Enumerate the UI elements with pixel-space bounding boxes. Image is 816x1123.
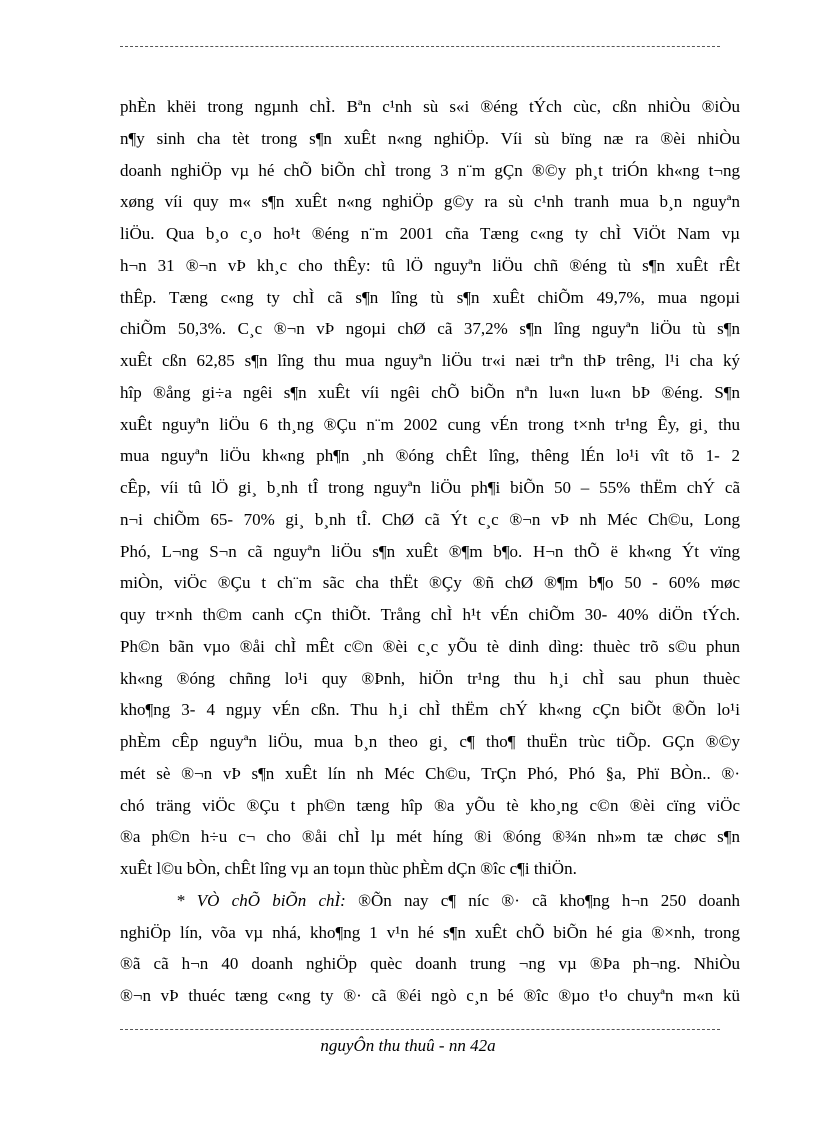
- text-line: hîp ®ång gi÷a ngêi s¶n xuÊt víi ngêi chÕ biÕn nªn lu«n lu«n bÞ ®éng. S¶n: [120, 382, 740, 402]
- text-line: quy tr×nh th©m canh cÇn thiÕt. Trång chÌ h¹t vÉn chiÕm 30- 40% diÖn tÝch.: [120, 605, 740, 624]
- text-line: n¬i chiÕm 65- 70% gi¸ b¸nh tÎ. ChØ cã Ýt c¸c ®¬n vÞ nh Méc Ch©u, Long: [120, 509, 740, 529]
- text-line: mét sè ®¬n vÞ s¶n xuÊt lín nh Méc Ch©u, TrÇn Phó, Phó §a, Phï BÒn.. ®·: [120, 763, 740, 783]
- text-line: cÊp, víi tû lÖ gi¸ b¸nh tÎ trong nguyªn liÖu ph¶i biÕn 50 – 55% thËm chÝ cã: [120, 478, 740, 497]
- text-line: ®ã cã h¬n 40 doanh nghiÖp quèc doanh trung ¬ng vµ ®Þa ph¬ng. NhiÒu: [120, 954, 740, 974]
- text-line: liÖu. Qua b¸o c¸o ho¹t ®éng n¨m 2001 cña Tæng c«ng ty chÌ ViÖt Nam vµ: [120, 224, 740, 243]
- section-first-line: [120, 885, 740, 917]
- text-line: h¬n 31 ®¬n vÞ kh¸c cho thÊy: tû lÖ nguyªn liÖu chñ ®éng tù s¶n xuÊt rÊt: [120, 255, 740, 275]
- footer-divider: [120, 1029, 720, 1030]
- section-heading: * VÒ chÕ biÕn chÌ:: [176, 890, 346, 910]
- text-line: ®a ph©n h÷u c¬ cho ®åi chÌ lµ mét híng ®i ®óng ®¾n nh»m tæ chøc s¶n: [120, 827, 740, 847]
- section-first-line-text: ®Õn nay c¶ níc ®· cã kho¶ng h¬n 250 doanh: [345, 890, 740, 910]
- text-line: kh«ng ®óng chñng lo¹i quy ®Þnh, hiÖn tr¹ng thu h¸i chÌ sau phun thuèc: [120, 668, 740, 688]
- text-line: chiÕm 50,3%. C¸c ®¬n vÞ ngoµi chØ cã 37,2% s¶n lîng nguyªn liÖu tù s¶n: [120, 319, 740, 339]
- body-text: [120, 91, 740, 1012]
- text-line: ®¬n vÞ thuéc tæng c«ng ty ®· cã ®éi ngò c¸n bé ®îc ®µo t¹o chuyªn m«n kü: [120, 986, 740, 1005]
- text-line: thÊp. Tæng c«ng ty chÌ cã s¶n lîng tù s¶n xuÊt chiÕm 49,7%, mua ngoµi: [120, 287, 740, 307]
- text-line: n¶y sinh cha tèt trong s¶n xuÊt n«ng nghiÖp. Víi sù bïng næ ra ®èi nhiÒu: [120, 128, 740, 148]
- text-line: mua nguyªn liÖu kh«ng ph¶n ¸nh ®óng chÊt lîng, thêng lÉn lo¹i vît tõ 1- 2: [120, 446, 740, 466]
- text-line: phÈm cÊp nguyªn liÖu, mua b¸n theo gi¸ c¶ tho¶ thuËn trùc tiÕp. GÇn ®©y: [120, 732, 740, 751]
- text-line: xuÊt nguyªn liÖu 6 th¸ng ®Çu n¨m 2002 cung vÉn trong t×nh tr¹ng Êy, gi¸ thu: [120, 414, 740, 434]
- text-line: chó träng viÖc ®Çu t ph©n tæng hîp ®a yÕu tè kho¸ng c©n ®èi cïng viÖc: [120, 795, 740, 815]
- text-line: doanh nghiÖp vµ hé chÕ biÕn chÌ trong 3 n¨m gÇn ®©y ph¸t triÓn kh«ng t¬ng: [120, 160, 740, 180]
- text-line: Phó, L¬ng S¬n cã nguyªn liÖu s¶n xuÊt ®¶m b¶o. H¬n thÕ ë kh«ng Ýt vïng: [120, 541, 740, 561]
- text-line: miÒn, viÖc ®Çu t ch¨m sãc cha thËt ®Çy ®ñ chØ ®¶m b¶o 50 - 60% møc: [120, 573, 740, 593]
- text-line: phÈn khëi trong ngµnh chÌ. Bªn c¹nh sù s«i ®éng tÝch cùc, cßn nhiÒu ®iÒu: [120, 97, 740, 116]
- text-line: xøng víi quy m« s¶n xuÊt n«ng nghiÖp g©y ra sù c¹nh tranh mua b¸n nguyªn: [120, 192, 740, 212]
- text-line: xuÊt cßn 62,85 s¶n lîng thu mua nguyªn liÖu tr«i næi trªn thÞ trêng, l¹i cha ký: [120, 351, 740, 370]
- header-divider: [120, 46, 720, 47]
- text-line: nghiÖp lín, võa vµ nhá, kho¶ng 1 v¹n hé s¶n xuÊt chÕ biÕn hé gia ®×nh, trong: [120, 922, 740, 942]
- text-line: kho¶ng 3- 4 ngµy vÉn cßn. Thu h¸i chÌ thËm chÝ kh«ng cÇn biÕt ®Õn lo¹i: [120, 700, 740, 720]
- page-footer: nguyÔn thu thuû - nn 42a: [320, 1036, 496, 1055]
- text-line: Ph©n bãn vµo ®åi chÌ mÊt c©n ®èi c¸c yÕu tè dinh dìng: thuèc trõ s©u phun: [120, 636, 740, 656]
- text-line: xuÊt l©u bÒn, chÊt lîng vµ an toµn thùc phÈm dÇn ®îc c¶i thiÖn.: [120, 859, 577, 878]
